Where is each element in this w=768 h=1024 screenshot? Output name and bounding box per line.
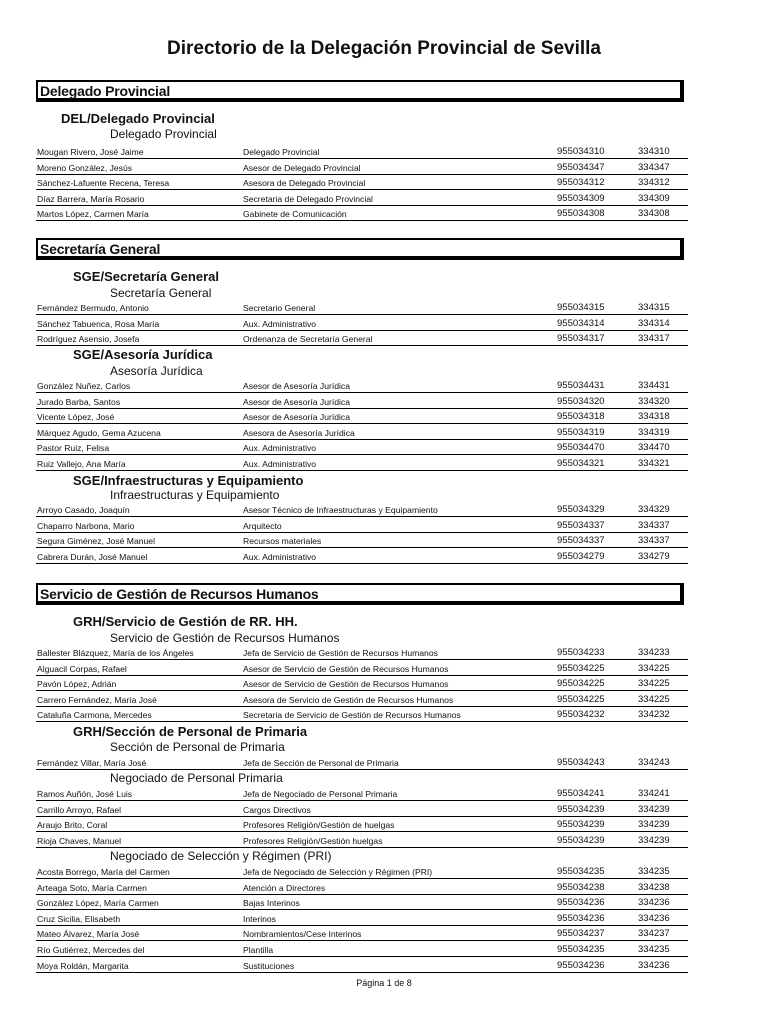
table-row — [36, 910, 688, 926]
phone-number: 955034237 — [557, 928, 605, 940]
person-name: Río Gutiérrez, Mercedes del — [37, 945, 145, 955]
table-row — [36, 879, 688, 895]
unit-subtitle: Asesoría Jurídica — [110, 364, 203, 378]
unit-title: DEL/Delegado Provincial — [61, 111, 215, 126]
person-role: Delegado Provincial — [243, 147, 320, 157]
person-role: Asesora de Servicio de Gestión de Recursos Humanos — [243, 694, 454, 705]
person-role: Plantilla — [243, 945, 274, 955]
extension-number: 334225 — [638, 693, 670, 705]
table-row — [36, 941, 688, 957]
person-name: Alguacil Corpas, Rafael — [37, 663, 127, 674]
table-row — [36, 894, 688, 910]
extension-number: 334238 — [638, 881, 670, 893]
phone-number: 955034236 — [557, 897, 605, 909]
table-row — [36, 205, 688, 221]
phone-number: 955034318 — [557, 411, 605, 423]
unit-title: SGE/Secretaría General — [73, 269, 219, 284]
section-title: Secretaría General — [40, 241, 161, 257]
extension-number: 334314 — [638, 317, 670, 329]
person-role: Asesor de Asesoría Jurídica — [243, 381, 350, 391]
phone-number: 955034314 — [557, 317, 605, 329]
phone-number: 955034321 — [557, 458, 605, 469]
extension-number: 334431 — [638, 380, 670, 391]
phone-number: 955034239 — [557, 834, 605, 846]
extension-number: 334225 — [638, 662, 670, 674]
section-header-rrhh — [36, 583, 684, 605]
person-name: Márquez Agudo, Gema Azucena — [37, 427, 161, 438]
phone-number: 955034315 — [557, 302, 605, 313]
person-name: Pastor Ruiz, Felisa — [37, 443, 110, 454]
extension-number: 334235 — [638, 866, 670, 877]
extension-number: 334239 — [638, 834, 670, 846]
phone-number: 955034347 — [557, 161, 605, 173]
person-role: Recursos materiales — [243, 536, 322, 547]
phone-number: 955034431 — [557, 380, 605, 391]
table-row — [36, 143, 688, 159]
phone-number: 955034232 — [557, 709, 605, 721]
unit-title: SGE/Asesoría Jurídica — [73, 347, 213, 362]
phone-number: 955034236 — [557, 959, 605, 971]
extension-number: 334337 — [638, 519, 670, 531]
table-row — [36, 816, 688, 832]
table-row — [36, 393, 688, 409]
table-row — [36, 174, 688, 190]
section-header-delegado — [36, 80, 684, 102]
extension-number: 334279 — [638, 550, 670, 562]
extension-number: 334309 — [638, 192, 670, 204]
person-name: Ruiz Vallejo, Ana María — [37, 459, 126, 469]
extension-number: 334347 — [638, 161, 670, 173]
person-role: Asesor de Servicio de Gestión de Recursos Humanos — [243, 663, 449, 674]
table-row — [36, 517, 688, 533]
table-row — [36, 455, 688, 471]
table-row — [36, 299, 688, 315]
extension-number: 334233 — [638, 647, 670, 658]
person-name: Ballester Blázquez, María de los Ángeles — [37, 648, 194, 658]
person-role: Ordenanza de Secretaría General — [243, 334, 373, 345]
person-name: Segura Giménez, José Manuel — [37, 536, 155, 547]
person-role: Asesor de Asesoría Jurídica — [243, 396, 350, 407]
person-role: Sustituciones — [243, 960, 295, 971]
phone-number: 955034239 — [557, 803, 605, 815]
person-name: Pavón López, Adrián — [37, 679, 117, 690]
phone-number: 955034239 — [557, 819, 605, 831]
extension-number: 334470 — [638, 442, 670, 454]
person-role: Asesor de Delegado Provincial — [243, 162, 361, 173]
section-title: Servicio de Gestión de Recursos Humanos — [40, 586, 319, 602]
person-role: Profesores Religión/Gestión huelgas — [243, 835, 383, 846]
person-role: Aux. Administrativo — [243, 551, 317, 562]
table-row — [36, 863, 688, 879]
person-role: Atención a Directores — [243, 882, 326, 893]
person-role: Asesor de Servicio de Gestión de Recursos Humanos — [243, 679, 449, 690]
person-name: Cataluña Carmona, Mercedes — [37, 710, 152, 721]
person-role: Asesor Técnico de Infraestructuras y Equipamiento — [243, 505, 438, 515]
phone-number: 955034310 — [557, 146, 605, 157]
person-role: Aux. Administrativo — [243, 318, 317, 329]
table-row — [36, 501, 688, 517]
person-role: Cargos Directivos — [243, 804, 311, 815]
extension-number: 334243 — [638, 757, 670, 768]
unit-subtitle: Sección de Personal de Primaria — [110, 740, 285, 754]
extension-number: 334320 — [638, 395, 670, 407]
section-title: Delegado Provincial — [40, 83, 171, 99]
person-name: Ramos Auñón, José Luis — [37, 789, 133, 799]
extension-number: 334318 — [638, 411, 670, 423]
unit-subtitle: Secretaría General — [110, 286, 212, 300]
phone-number: 955034243 — [557, 757, 605, 768]
section-header-secretaria — [36, 238, 684, 260]
extension-number: 334319 — [638, 426, 670, 438]
table-row — [36, 330, 688, 346]
phone-number: 955034238 — [557, 881, 605, 893]
person-name: Rioja Chaves, Manuel — [37, 835, 122, 846]
page-footer: Página 1 de 8 — [356, 978, 412, 988]
person-role: Gabinete de Comunicación — [243, 209, 347, 220]
table-row — [36, 532, 688, 548]
person-role: Jefa de Sección de Personal de Primaria — [243, 758, 399, 768]
table-row — [36, 832, 688, 848]
extension-number: 334236 — [638, 912, 670, 924]
extension-number: 334317 — [638, 333, 670, 345]
extension-number: 334232 — [638, 709, 670, 721]
unit-title: SGE/Infraestructuras y Equipamiento — [73, 473, 304, 488]
table-row — [36, 957, 688, 973]
person-role: Secretaria de Delegado Provincial — [243, 193, 373, 204]
extension-number: 334239 — [638, 803, 670, 815]
person-name: Martos López, Carmen María — [37, 209, 149, 220]
person-name: González López, María Carmen — [37, 898, 159, 909]
extension-number: 334329 — [638, 504, 670, 515]
table-row — [36, 548, 688, 564]
table-row — [36, 801, 688, 817]
table-row — [36, 159, 688, 175]
phone-number: 955034279 — [557, 550, 605, 562]
extension-number: 334235 — [638, 944, 670, 955]
phone-number: 955034235 — [557, 944, 605, 955]
person-role: Bajas Interinos — [243, 898, 300, 909]
person-role: Aux. Administrativo — [243, 443, 317, 454]
person-name: Vicente López, José — [37, 412, 115, 423]
person-role: Arquitecto — [243, 520, 282, 531]
phone-number: 955034225 — [557, 678, 605, 690]
extension-number: 334310 — [638, 146, 670, 157]
person-name: Moya Roldán, Margarita — [37, 960, 129, 971]
person-role: Jefa de Servicio de Gestión de Recursos Humanos — [243, 648, 438, 658]
table-row — [36, 424, 688, 440]
person-role: Asesor de Asesoría Jurídica — [243, 412, 350, 423]
person-role: Profesores Religión/Gestión de huelgas — [243, 820, 395, 831]
table-row — [36, 925, 688, 941]
person-name: Chaparro Narbona, Mario — [37, 520, 135, 531]
table-row — [36, 754, 688, 770]
person-name: Carrillo Arroyo, Rafael — [37, 804, 122, 815]
person-name: Carrero Fernández, María José — [37, 694, 157, 705]
table-row — [36, 439, 688, 455]
unit-subtitle: Servicio de Gestión de Recursos Humanos — [110, 631, 340, 645]
table-row — [36, 785, 688, 801]
person-role: Jefa de Negociado de Selección y Régimen (PRI) — [243, 867, 433, 877]
person-name: Arteaga Soto, María Carmen — [37, 882, 147, 893]
table-row — [36, 190, 688, 206]
extension-number: 334236 — [638, 897, 670, 909]
unit-subtitle: Negociado de Selección y Régimen (PRI) — [110, 849, 332, 863]
phone-number: 955034308 — [557, 208, 605, 220]
person-name: González Nuñez, Carlos — [37, 381, 131, 391]
phone-number: 955034236 — [557, 912, 605, 924]
phone-number: 955034312 — [557, 177, 605, 189]
phone-number: 955034241 — [557, 788, 605, 799]
extension-number: 334308 — [638, 208, 670, 220]
person-role: Asesora de Delegado Provincial — [243, 178, 366, 189]
person-name: Arroyo Casado, Joaquín — [37, 505, 130, 515]
person-name: Sánchez Tabuenca, Rosa María — [37, 318, 160, 329]
phone-number: 955034337 — [557, 535, 605, 547]
phone-number: 955034319 — [557, 426, 605, 438]
table-row — [36, 377, 688, 393]
table-row — [36, 675, 688, 691]
extension-number: 334312 — [638, 177, 670, 189]
phone-number: 955034317 — [557, 333, 605, 345]
person-role: Asesora de Asesoría Jurídica — [243, 427, 355, 438]
unit-subtitle: Delegado Provincial — [110, 127, 217, 141]
person-role: Secretaria de Servicio de Gestión de Recursos Humanos — [243, 710, 461, 721]
person-name: Cabrera Durán, José Manuel — [37, 551, 148, 562]
phone-number: 955034233 — [557, 647, 605, 658]
person-name: Díaz Barrera, María Rosario — [37, 193, 145, 204]
person-name: Moreno González, Jesús — [37, 162, 133, 173]
person-name: Mateo Álvarez, María José — [37, 929, 140, 940]
unit-subtitle: Negociado de Personal Primaria — [110, 771, 283, 785]
person-name: Sánchez-Lafuente Recena, Teresa — [37, 178, 170, 189]
extension-number: 334315 — [638, 302, 670, 313]
table-row — [36, 660, 688, 676]
extension-number: 334236 — [638, 959, 670, 971]
person-name: Jurado Barba, Santos — [37, 396, 121, 407]
person-name: Acosta Borrego, María del Carmen — [37, 867, 170, 877]
phone-number: 955034225 — [557, 662, 605, 674]
unit-subtitle: Infraestructuras y Equipamiento — [110, 488, 280, 502]
person-name: Mougan Rivero, José Jaime — [37, 147, 144, 157]
person-role: Secretario General — [243, 303, 316, 313]
phone-number: 955034320 — [557, 395, 605, 407]
phone-number: 955034309 — [557, 192, 605, 204]
unit-title: GRH/Sección de Personal de Primaria — [73, 724, 308, 739]
person-role: Aux. Administrativo — [243, 459, 317, 469]
person-name: Cruz Sicilia, Elisabeth — [37, 913, 121, 924]
extension-number: 334237 — [638, 928, 670, 940]
person-name: Rodríguez Asensio, Josefa — [37, 334, 140, 345]
person-name: Fernández Villar, María José — [37, 758, 147, 768]
phone-number: 955034329 — [557, 504, 605, 515]
extension-number: 334337 — [638, 535, 670, 547]
extension-number: 334241 — [638, 788, 670, 799]
person-role: Interinos — [243, 913, 276, 924]
table-row — [36, 706, 688, 722]
person-name: Fernández Bermudo, Antonio — [37, 303, 149, 313]
phone-number: 955034235 — [557, 866, 605, 877]
table-row — [36, 315, 688, 331]
table-row — [36, 644, 688, 660]
extension-number: 334239 — [638, 819, 670, 831]
page-title: Directorio de la Delegación Provincial de Sevilla — [167, 38, 601, 59]
extension-number: 334321 — [638, 458, 670, 469]
extension-number: 334225 — [638, 678, 670, 690]
phone-number: 955034337 — [557, 519, 605, 531]
person-name: Araujo Brito, Coral — [37, 820, 108, 831]
phone-number: 955034225 — [557, 693, 605, 705]
table-row — [36, 691, 688, 707]
phone-number: 955034470 — [557, 442, 605, 454]
unit-title: GRH/Servicio de Gestión de RR. HH. — [73, 614, 298, 629]
table-row — [36, 408, 688, 424]
person-role: Nombramientos/Cese Interinos — [243, 929, 362, 940]
person-role: Jefa de Negociado de Personal Primaria — [243, 789, 398, 799]
